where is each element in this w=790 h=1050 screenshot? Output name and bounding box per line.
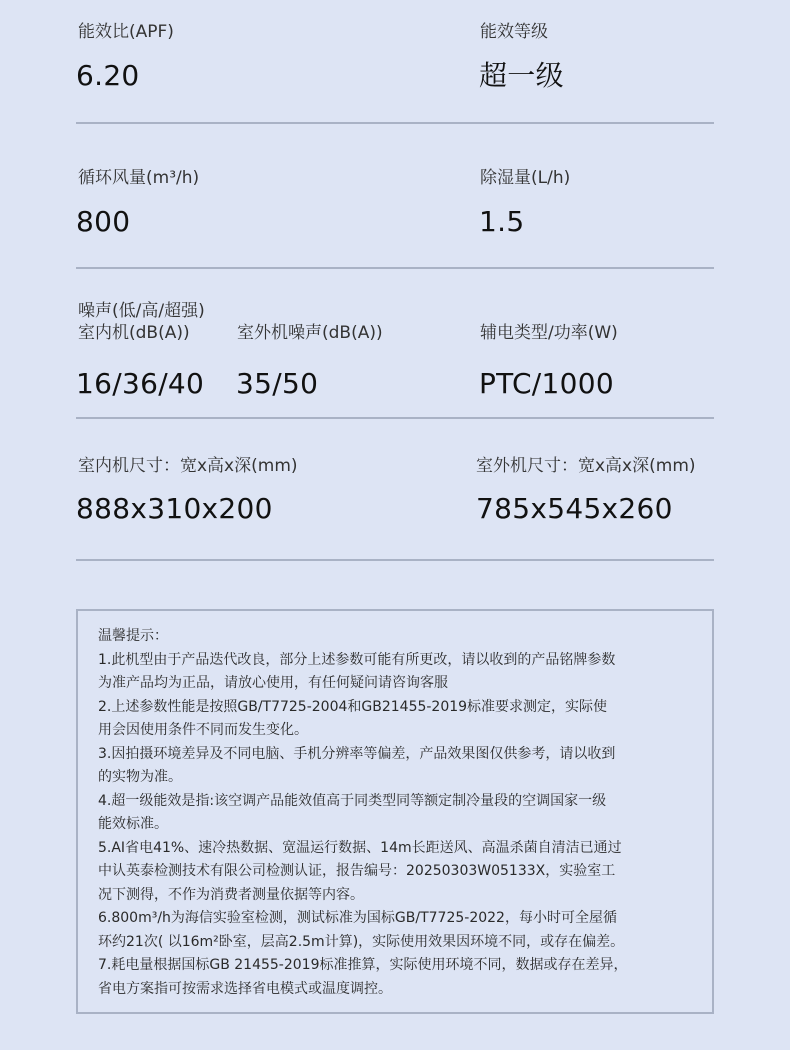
notice-line: 的实物为准。 xyxy=(98,769,182,785)
notice-line: 用会因使用条件不同而发生变化。 xyxy=(98,722,308,738)
notice-line: 中认英泰检测技术有限公司检测认证，报告编号：20250303W05133X，实验室工 xyxy=(98,863,616,879)
spec-row-efficiency xyxy=(76,0,714,124)
airflow-value: 800 xyxy=(76,205,131,238)
airflow-label: 循环风量(m³/h) xyxy=(78,168,200,188)
notice-line: 省电方案指可按需求选择省电模式或温度调控。 xyxy=(98,980,392,997)
noise-label-line1: 噪声(低/高/超强) xyxy=(78,301,205,321)
spec-table xyxy=(76,0,714,561)
notice-line: 4.超一级能效是指:该空调产品能效值高于同类型同等额定制冷量段的空调国家一级 xyxy=(98,792,607,809)
notice-title: 温馨提示： xyxy=(98,628,168,644)
spec-row-airflow xyxy=(76,124,714,269)
notice-line: 3.因拍摄环境差异及不同电脑、手机分辨率等偏差，产品效果图仅供参考，请以收到 xyxy=(98,745,616,762)
heater-label: 辅电类型/功率(W) xyxy=(480,323,618,343)
apf-value: 6.20 xyxy=(76,59,140,92)
noise-label-line2: 室内机(dB(A)) xyxy=(78,323,190,343)
notice-line: 2.上述参数性能是按照GB/T7725-2004和GB21455-2019标准要求测定，实际使 xyxy=(98,698,608,715)
noise-value: 16/36/40 xyxy=(76,367,205,400)
notice-line: 况下测得，不作为消费者测量依据等内容。 xyxy=(98,886,364,903)
indoor-size-label: 室内机尺寸：宽x高x深(mm) xyxy=(78,456,298,476)
grade-label: 能效等级 xyxy=(480,22,548,42)
outdoor-size-label: 室外机尺寸：宽x高x深(mm) xyxy=(476,456,696,476)
indoor-size-value: 888x310x200 xyxy=(76,492,273,525)
spec-row-dimensions xyxy=(76,419,714,561)
notice-line: 6.800m³/h为海信实验室检测，测试标准为国标GB/T7725-2022，每小时可全屋循 xyxy=(98,910,617,926)
dehumid-label: 除湿量(L/h) xyxy=(480,168,571,188)
notice-line: 为准产品均为正品，请放心使用，有任何疑问请咨询客服 xyxy=(98,675,448,691)
grade-value: 超一级 xyxy=(479,59,564,92)
outdoor-noise-label: 室外机噪声(dB(A)) xyxy=(237,323,383,343)
notice-box xyxy=(76,609,714,1014)
notice-line: 5.AI省电41%、速冷热数据、宽温运行数据、14m长距送风、高温杀菌自清洁已通过 xyxy=(98,839,622,856)
spec-row-noise xyxy=(76,269,714,419)
notice-line: 能效标准。 xyxy=(98,816,168,832)
outdoor-noise-value: 35/50 xyxy=(236,367,319,400)
heater-value: PTC/1000 xyxy=(479,367,614,400)
notice-line: 1.此机型由于产品迭代改良，部分上述参数可能有所更改，请以收到的产品铭牌参数 xyxy=(98,651,616,668)
dehumid-value: 1.5 xyxy=(479,205,525,238)
notice-line: 7.耗电量根据国标GB 21455-2019标准推算，实际使用环境不同，数据或存在差异， xyxy=(98,957,628,973)
apf-label: 能效比(APF) xyxy=(78,22,174,42)
notice-line: 环约21次( 以16m²卧室，层高2.5m计算)，实际使用效果因环境不同，或存在偏差。 xyxy=(98,933,625,950)
outdoor-size-value: 785x545x260 xyxy=(476,492,673,525)
